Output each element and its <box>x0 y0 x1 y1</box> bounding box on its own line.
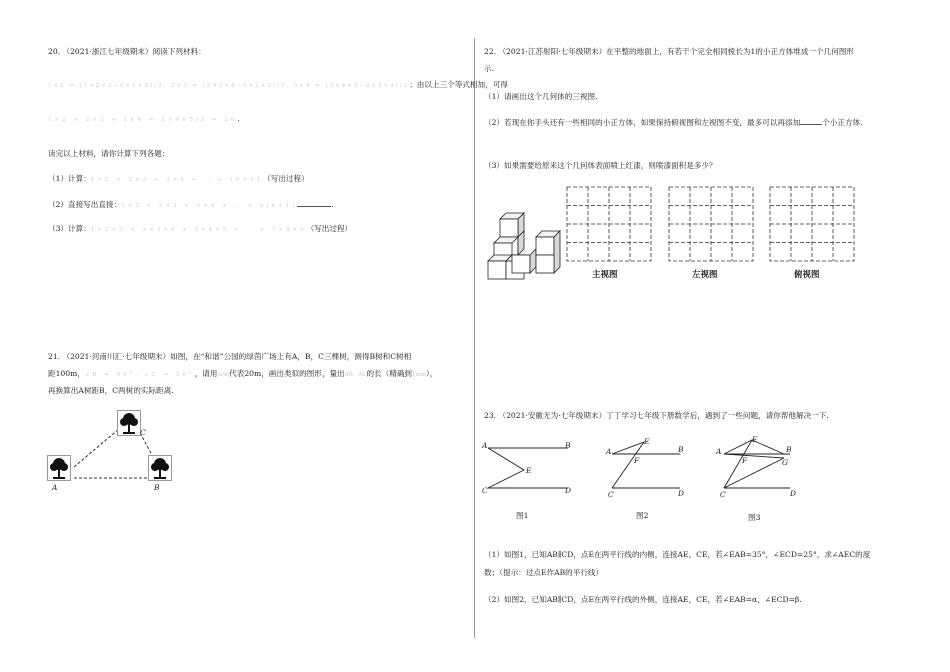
top-view-caption: 俯视图 <box>794 270 820 280</box>
fig2-path-aec <box>612 442 644 488</box>
q20-part3-formula: 1×2×3 + 2×3×4 + 3×4×5 + … + 7×8×9 <box>90 227 307 233</box>
q22-part2 <box>484 116 863 128</box>
q20-part1-suffix: （写出过程） <box>263 174 309 183</box>
q23-part1-line2: 数；（提示：过点E作AB的平行线） <box>484 568 604 577</box>
front-view-caption: 主视图 <box>592 270 618 280</box>
q20-part1-formula: 1×2 + 2×3 + 3×4 + … + 10×11 <box>90 177 264 183</box>
q21-label-c: C <box>140 428 146 437</box>
cube-stack-figure <box>484 205 564 285</box>
q23-figures <box>480 436 810 504</box>
fig1-label-d: D <box>565 486 572 495</box>
q21-tree-figure <box>40 405 190 500</box>
fig3-label-c: C <box>720 490 726 499</box>
right-column <box>476 0 950 672</box>
q21-angles: ∠B = 90°，∠C = 30° <box>84 372 195 378</box>
front-view-grid <box>567 187 651 261</box>
three-view-grids <box>566 186 941 264</box>
column-divider <box>474 38 475 638</box>
q20-equations-tail: ；由以上三个等式相加，可得 <box>409 80 508 89</box>
top-view-grid <box>770 187 854 261</box>
q21-line2-a: 距100m， <box>48 369 85 378</box>
fig1-label-a: A <box>482 441 488 450</box>
fig3-label-d: D <box>790 489 797 498</box>
q20-part2-answer-blank <box>297 198 334 209</box>
q21-line3: 再换算出A树距B，C两树的实际距离. <box>48 386 174 395</box>
q20-equations <box>48 79 508 92</box>
fig1-label-e: E <box>526 466 532 475</box>
fig2-caption: 图2 <box>636 511 649 520</box>
q20-part1-prefix: （1）计算： <box>48 174 91 183</box>
fig1-path-aec <box>488 448 524 488</box>
q20-part2-suffix: . <box>331 200 334 209</box>
fig2-label-a: A <box>606 447 612 456</box>
q21-scale-unit: 1cm <box>217 372 230 378</box>
tree-c-icon <box>117 410 141 436</box>
fig3-label-g: G <box>782 458 788 467</box>
q23-line1: 23. （2021·安徽无为·七年级期末）丁丁学习七年级下册数学后，遇到了一些问题，请你帮他解决一下. <box>484 411 829 420</box>
q20-part2-prefix: （2）直接写出直接： <box>48 200 122 209</box>
q21-line2 <box>48 368 437 381</box>
q20-part1 <box>48 173 309 186</box>
tree-b-icon <box>148 455 172 481</box>
q20-part2 <box>48 198 334 212</box>
q23-part2-line1: （2）如图2，已知AB∥CD，点E在两平行线的外侧，连接AE，CE，若∠EAB=α，∠ECD=β. <box>484 595 802 604</box>
q22-part2-a: （2）若现在你手头还有一些相同的小正方体，如果保持俯视图和左视图不变，最多可以再添加 <box>484 118 801 127</box>
q20-sum-tail: . <box>237 114 240 123</box>
fig3-label-a: A <box>716 447 722 456</box>
q21-line2-c: 代表20m，画出类似的图形，量出 <box>229 369 345 378</box>
fig2-label-e: E <box>644 437 650 446</box>
q20-heading: 20. （2021·浙江七年级期末）阅读下列材料： <box>48 47 206 56</box>
q20-part3 <box>48 223 352 236</box>
q20-part3-prefix: （3）计算： <box>48 224 91 233</box>
q21-line1: 21. （2021·河南川汇·七年级期末）如图，在“和谐”公园的绿茵广场上有A，B，C三棵树，测得B树和C树相 <box>48 352 412 361</box>
fig3-label-f: F <box>742 456 748 465</box>
fig2-label-d: D <box>678 489 685 498</box>
q20-part3-suffix: （写出过程） <box>306 224 353 233</box>
q20-sum <box>48 113 240 126</box>
fig2-label-c: C <box>608 490 614 499</box>
q22-line1: 22. （2021·江苏射阳·七年级期末）在平整的地面上，有若干个完全相同棱长为1的小正方体堆成一个几何图形 <box>484 47 855 56</box>
q22-part2-b: 个小正方体. <box>822 118 863 127</box>
fig1-label-c: C <box>482 486 488 495</box>
q20-sum-formula: 1×2 + 2×3 + 3×4 = 3×4×5/3 = 20 <box>48 117 238 123</box>
q22-part1: （1）请画出这个几何体的三视图. <box>484 92 598 101</box>
q21-line2-b: ，请用 <box>194 369 218 378</box>
fig3-caption: 图3 <box>748 513 761 522</box>
q20-equations-formula: 1×2 = (1×2×3−0×1×2)/3，2×3 = (2×3×4−1×2×3)/3，3×4 = (3×4×5−2×3×4)/3 <box>48 83 410 89</box>
left-view-grid <box>669 187 753 261</box>
fig3-line-ag <box>724 454 784 458</box>
q23-part1-line1: （1）如图1，已知AB∥CD，点E在两平行线的内侧，连接AE，CE，若∠EAB=35°，∠ECD=25°，求∠AEC的度 <box>484 550 871 559</box>
q22-answer-blank <box>800 116 822 125</box>
q21-segments: AB，AC <box>344 372 367 378</box>
q21-label-b: B <box>154 483 160 492</box>
q21-line2-d: 的长（精确到 <box>366 369 413 378</box>
fig2-label-f: F <box>634 456 640 465</box>
q21-precision: 1mm <box>412 372 426 378</box>
fig1-caption: 图1 <box>516 511 529 520</box>
left-view-caption: 左视图 <box>692 270 718 280</box>
q20-part2-formula: 1×2 + 2×3 + 3×4 + … + n(n+1) <box>121 203 298 209</box>
tree-a-icon <box>47 455 71 481</box>
fig3-label-b: B <box>786 445 792 454</box>
q20-instruction: 读完以上材料，请你计算下列各题： <box>48 149 170 158</box>
fig3-label-e: E <box>752 436 758 444</box>
fig2-label-b: B <box>678 445 684 454</box>
q22-line1-cont: 示. <box>484 64 495 73</box>
q21-label-a: A <box>52 483 58 492</box>
q21-line2-e: ）， <box>425 369 438 378</box>
q22-part3: （3）如果需要给原来这个几何体表面喷上红漆，则喷漆面积是多少？ <box>484 161 717 170</box>
fig1-label-b: B <box>565 441 571 450</box>
